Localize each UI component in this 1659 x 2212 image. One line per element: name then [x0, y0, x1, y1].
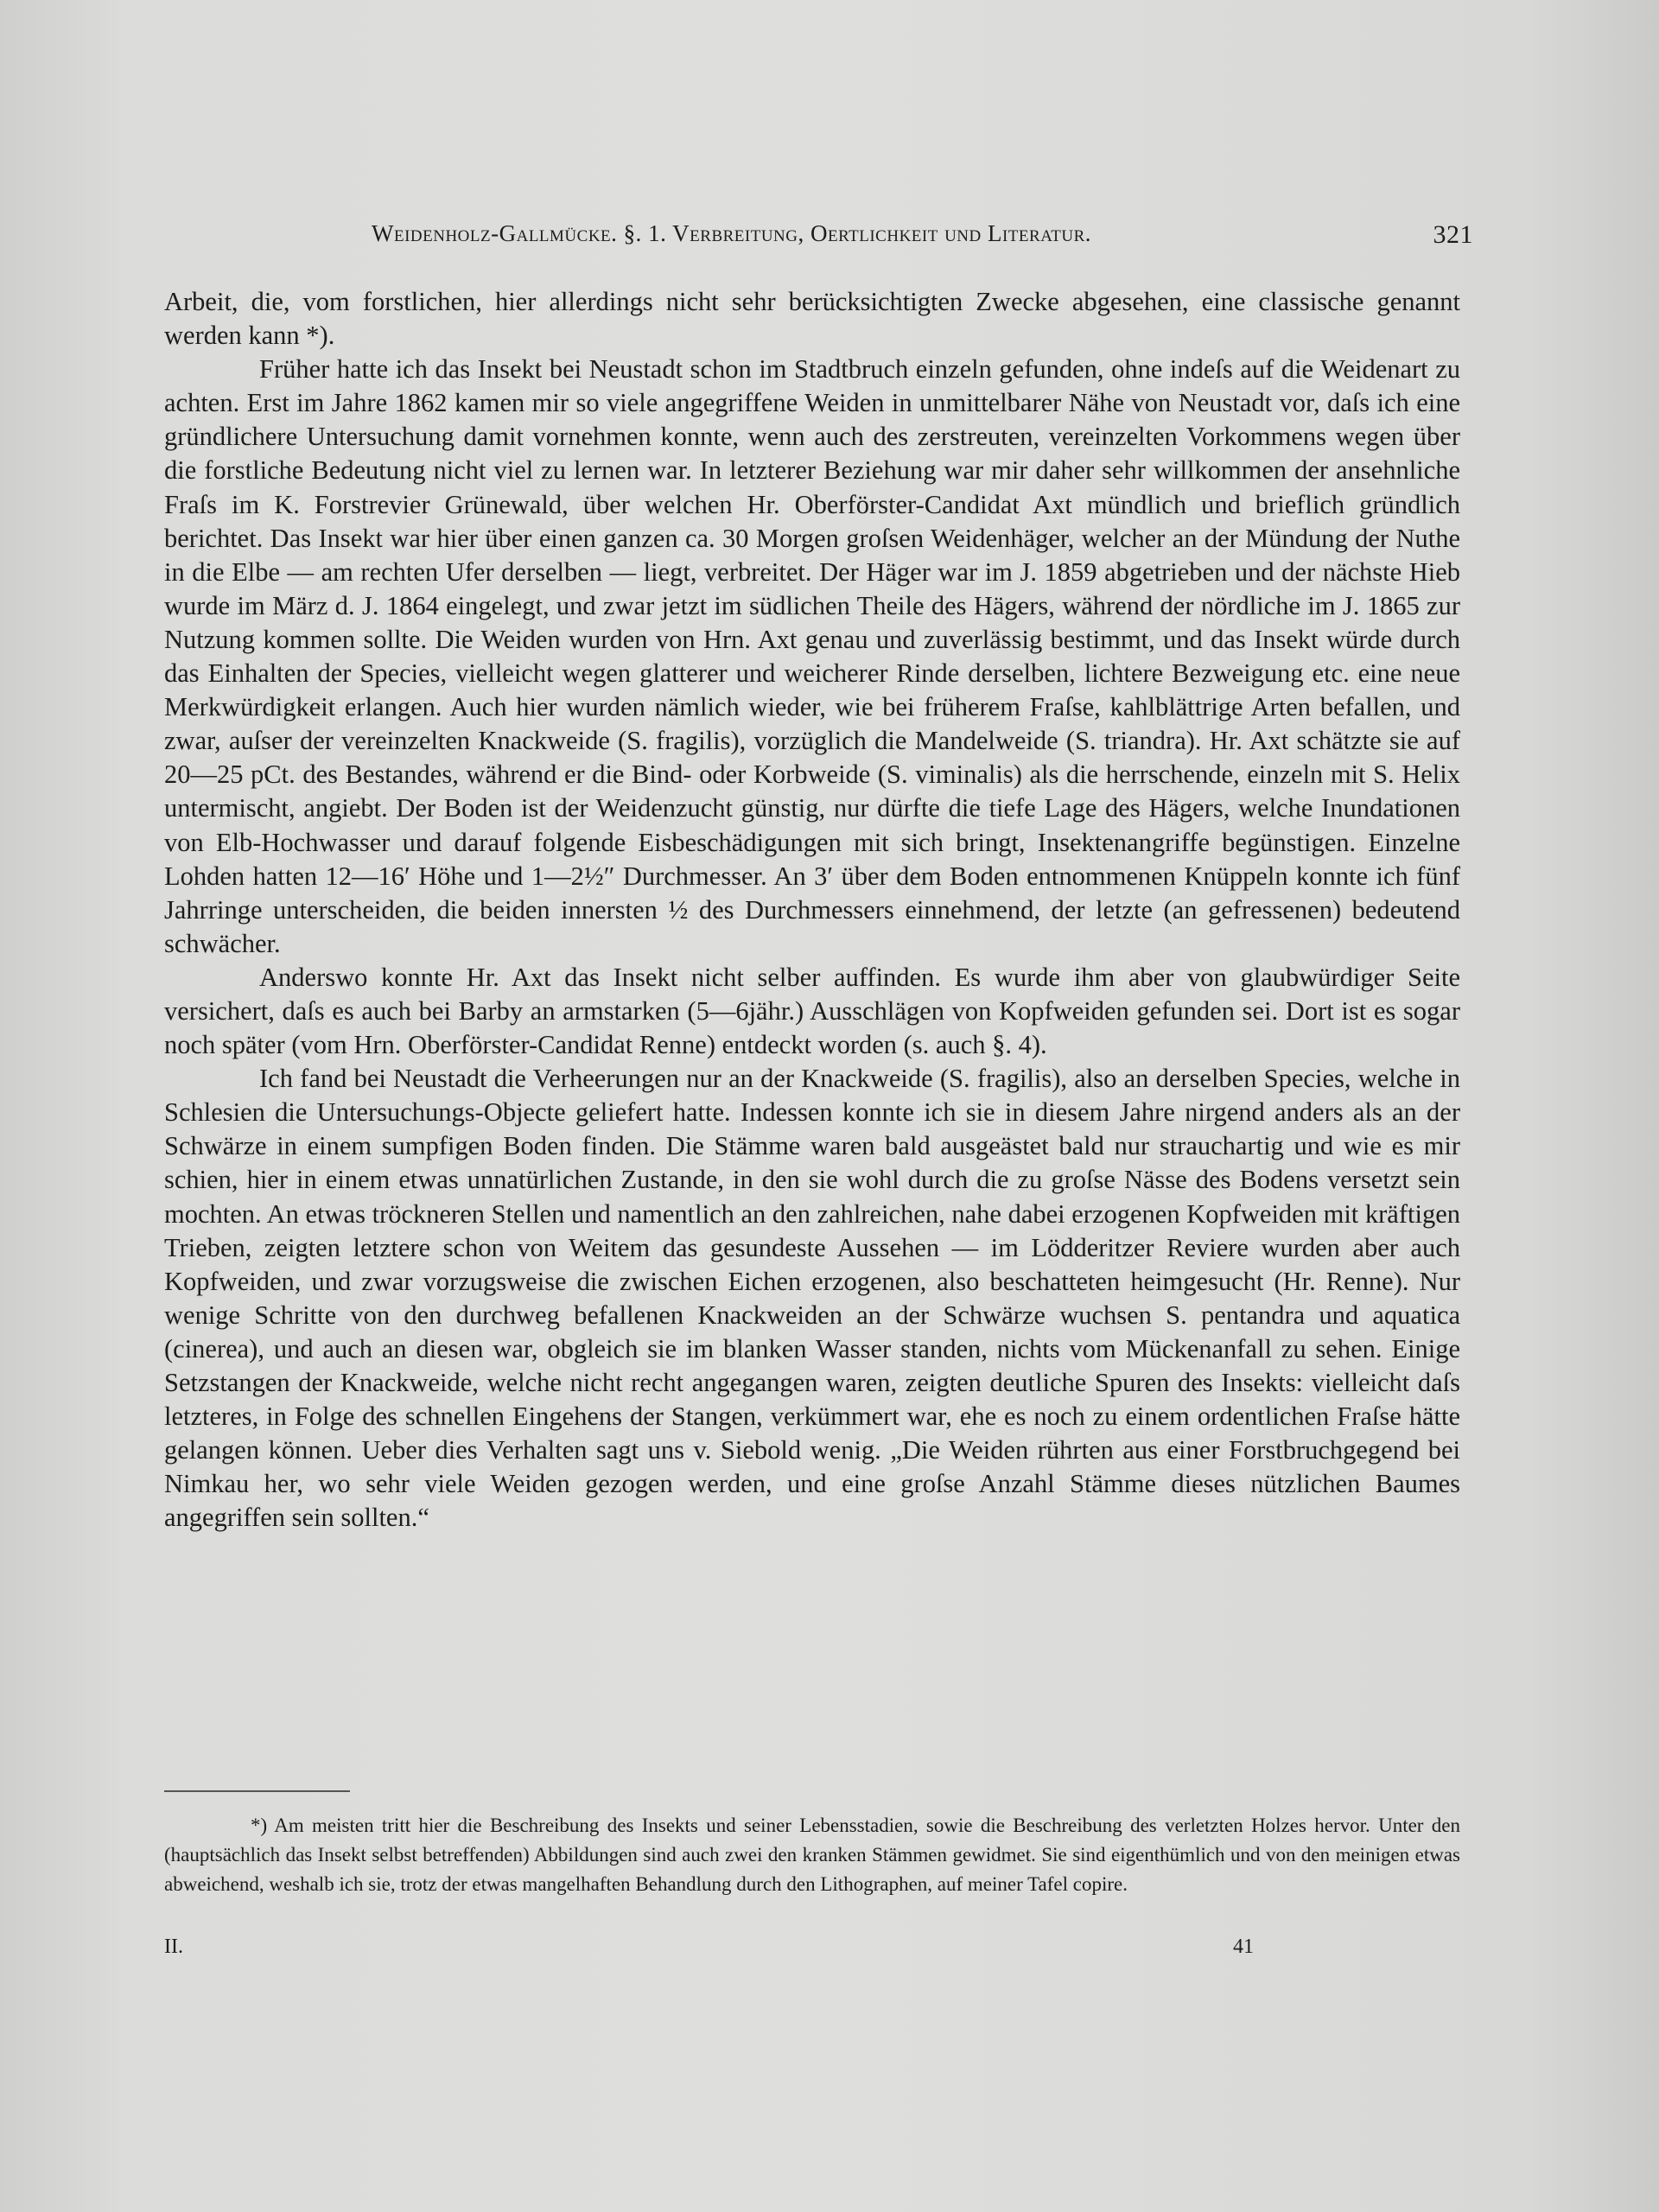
- footnote: [164, 1811, 1460, 1899]
- paragraph: Anderswo konnte Hr. Axt das Insekt nicht selber auffinden. Es wurde ihm aber von glaubwürdiger Seite versichert, daſs es auch bei Barby an armstarken (5—6jähr.) Ausschlägen von Kopfweiden gefunden sei. Dort ist es sogar noch später (vom Hrn. Oberförster-Candidat Renne) entdeckt worden (s. auch §. 4).: [164, 962, 1460, 1060]
- page-number: 321: [1433, 220, 1473, 249]
- running-header: [372, 220, 1473, 255]
- running-title: Weidenholz-Gallmücke. §. 1. Verbreitung, Oertlichkeit und Literatur.: [372, 220, 1092, 246]
- paragraph: Ich fand bei Neustadt die Verheerungen nur an der Knackweide (S. fragilis), also an derselben Species, welche in Schlesien die Untersuchungs-Objecte geliefert hatte. Indessen konnte ich sie in diesem Jahre nirgend anders als an der Schwärze in einem sumpfigen Boden finden. Die Stämme waren bald ausgeästet bald nur strauchartig und wie es mir schien, hier in einem etwas unnatürlichen Zustande, in den sie wohl durch die zu groſse Nässe des Bodens versetzt sein mochten. An etwas tröckneren Stellen und namentlich an den zahlreichen, nahe dabei erzogenen Kopfweiden mit kräftigen Trieben, zeigten letztere schon von Weitem das gesundeste Aussehen — im Lödderitzer Reviere wurden aber auch Kopfweiden, und zwar vorzugsweise die zwischen Eichen erzogenen, also beschatteten heimgesucht (Hr. Renne). Nur wenige Schritte von den durchweg befallenen Knackweiden an der Schwärze wuchsen S. pentandra und aquatica (cinerea), und auch an diesen war, obgleich sie im blanken Wasser standen, nichts vom Mückenanfall zu sehen. Einige Setzstangen der Knackweide, welche nicht recht angegangen waren, zeigten deutliche Spuren des Insekts: vielleicht daſs letzteres, in Folge des schnellen Eingehens der Stangen, verkümmert war, ehe es noch zu einem ordentlichen Fraſse hätte gelangen können. Ueber dies Verhalten sagt uns v. Siebold wenig. „Die Weiden rührten aus einer Forstbruchgegend bei Nimkau her, wo sehr viele Weiden gezogen werden, und eine groſse Anzahl Stämme dieses nützlichen Baumes angegriffen sein sollten.“: [164, 1064, 1460, 1533]
- printer-signature: [164, 1936, 1460, 1967]
- footnote-text: *) Am meisten tritt hier die Beschreibung des Insekts und seiner Lebensstadien, sowie die Beschreibung des verletzten Holzes hervor. Unter den (hauptsächlich das Insekt selbst betreffenden) Abbildungen sind auch zwei den kranken Stämmen gewidmet. Sie sind eigenthümlich und von den meinigen etwas abweichend, weshalb ich sie, trotz der etwas mangelhaften Behandlung durch den Lithographen, auf meiner Tafel copire.: [164, 1815, 1460, 1895]
- signature-sheet: 41: [1233, 1936, 1254, 1958]
- body-text: [164, 285, 1460, 1535]
- signature-volume: II.: [164, 1936, 183, 1958]
- paragraph: Arbeit, die, vom forstlichen, hier allerdings nicht sehr berücksichtigten Zwecke abgesehen, eine classische genannt werden kann *).: [164, 287, 1460, 351]
- paragraph: Früher hatte ich das Insekt bei Neustadt schon im Stadtbruch einzeln gefunden, ohne indeſs auf die Weidenart zu achten. Erst im Jahre 1862 kamen mir so viele angegriffene Weiden in unmittelbarer Nähe von Neustadt vor, daſs ich eine gründlichere Untersuchung damit vornehmen konnte, wenn auch des zerstreuten, vereinzelten Vorkommens wegen über die forstliche Bedeutung nicht viel zu lernen war. In letzterer Beziehung war mir daher sehr willkommen der ansehnliche Fraſs im K. Forstrevier Grünewald, über welchen Hr. Oberförster-Candidat Axt mündlich und brieflich gründlich berichtet. Das Insekt war hier über einen ganzen ca. 30 Morgen groſsen Weidenhäger, welcher an der Mündung der Nuthe in die Elbe — am rechten Ufer derselben — liegt, verbreitet. Der Häger war im J. 1859 abgetrieben und der nächste Hieb wurde im März d. J. 1864 eingelegt, und zwar jetzt im südlichen Theile des Hägers, während der nördliche im J. 1865 zur Nutzung kommen sollte. Die Weiden wurden von Hrn. Axt genau und zuverlässig bestimmt, und das Insekt würde durch das Einhalten der Species, vielleicht wegen glatterer und weicherer Rinde derselben, lichtere Bezweigung etc. eine neue Merkwürdigkeit erlangen. Auch hier wurden nämlich wieder, wie bei früherem Fraſse, kahlblättrige Arten befallen, und zwar, auſser der vereinzelten Knackweide (S. fragilis), vorzüglich die Mandelweide (S. triandra). Hr. Axt schätzte sie auf 20—25 pCt. des Bestandes, während er die Bind- oder Korbweide (S. viminalis) als die herrschende, einzeln mit S. Helix untermischt, angiebt. Der Boden ist der Weidenzucht günstig, nur dürfte die tiefe Lage des Hägers, welche Inundationen von Elb-Hochwasser und darauf folgende Eisbeschädigungen mit sich bringt, Insektenangriffe begünstigen. Einzelne Lohden hatten 12—16′ Höhe und 1—2½″ Durchmesser. An 3′ über dem Boden entnommenen Knüppeln konnte ich fünf Jahrringe unterscheiden, die beiden innersten ½ des Durchmessers einnehmend, der letzte (an gefressenen) bedeutend schwächer.: [164, 354, 1460, 958]
- footnote-rule: [164, 1790, 350, 1792]
